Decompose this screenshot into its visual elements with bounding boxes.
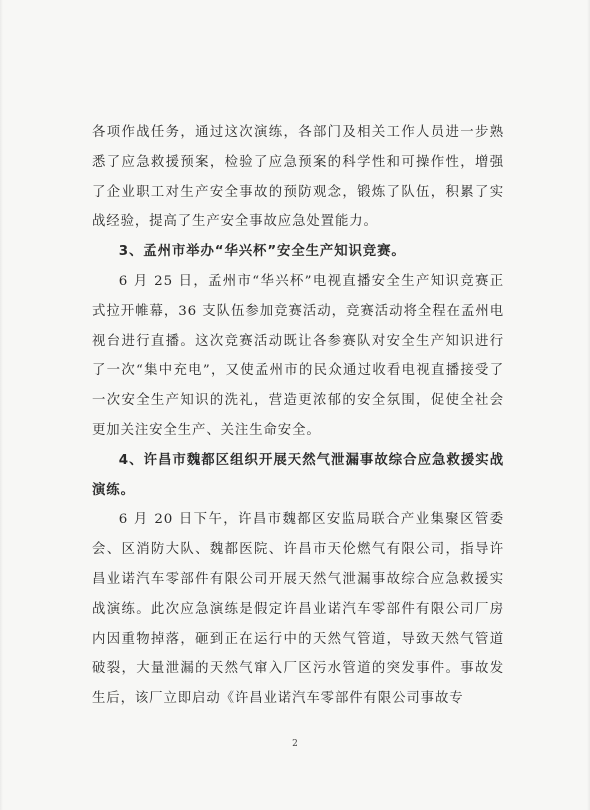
paragraph-xuchang-drill: 6 月 20 日下午，许昌市魏都区安监局联合产业集聚区管委会、区消防大队、魏都医院、许昌市天伦燃气有限公司，指导许昌业诺汽车零部件有限公司开展天然气泄漏事故综合应急救援实战演练。此次应急演练是假定许昌业诺汽车零部件有限公司厂房内因重物掉落，砸到正在运行中的天然气管道，导致天然气管道破裂，大量泄漏的天然气窜入厂区污水管道的突发事件。事故发生后，该厂立即启动《许昌业诺汽车零部件有限公司事故专 bbox=[92, 512, 504, 707]
paragraph-drill-summary: 各项作战任务，通过这次演练，各部门及相关工作人员进一步熟悉了应急救援预案，检验了应急预案的科学性和可操作性，增强了企业职工对生产安全事故的预防观念，锻炼了队伍，积累了实战经验，提高了生产安全事故应急处置能力。 bbox=[92, 125, 504, 230]
page-number: 2 bbox=[292, 739, 298, 749]
document-body bbox=[92, 118, 504, 714]
heading-mengzhou-contest: 3、孟州市举办“华兴杯”安全生产知识竞赛。 bbox=[118, 244, 406, 260]
heading-xuchang-drill: 4、许昌市魏都区组织开展天然气泄漏事故综合应急救援实战演练。 bbox=[92, 452, 504, 498]
page-edge-left bbox=[0, 0, 3, 810]
paragraph-mengzhou-contest: 6 月 25 日，孟州市“华兴杯”电视直播安全生产知识竞赛正式拉开帷幕，36 支队伍参加竞赛活动，竞赛活动将全程在孟州电视台进行直播。这次竞赛活动既让各参赛队对安全生产知识进行了一次“集中充电”，又使孟州市的民众通过收看电视直播接受了一次安全生产知识的洗礼，营造更浓郁的安全氛围，促使全社会更加关注安全生产、关注生命安全。 bbox=[92, 273, 504, 438]
